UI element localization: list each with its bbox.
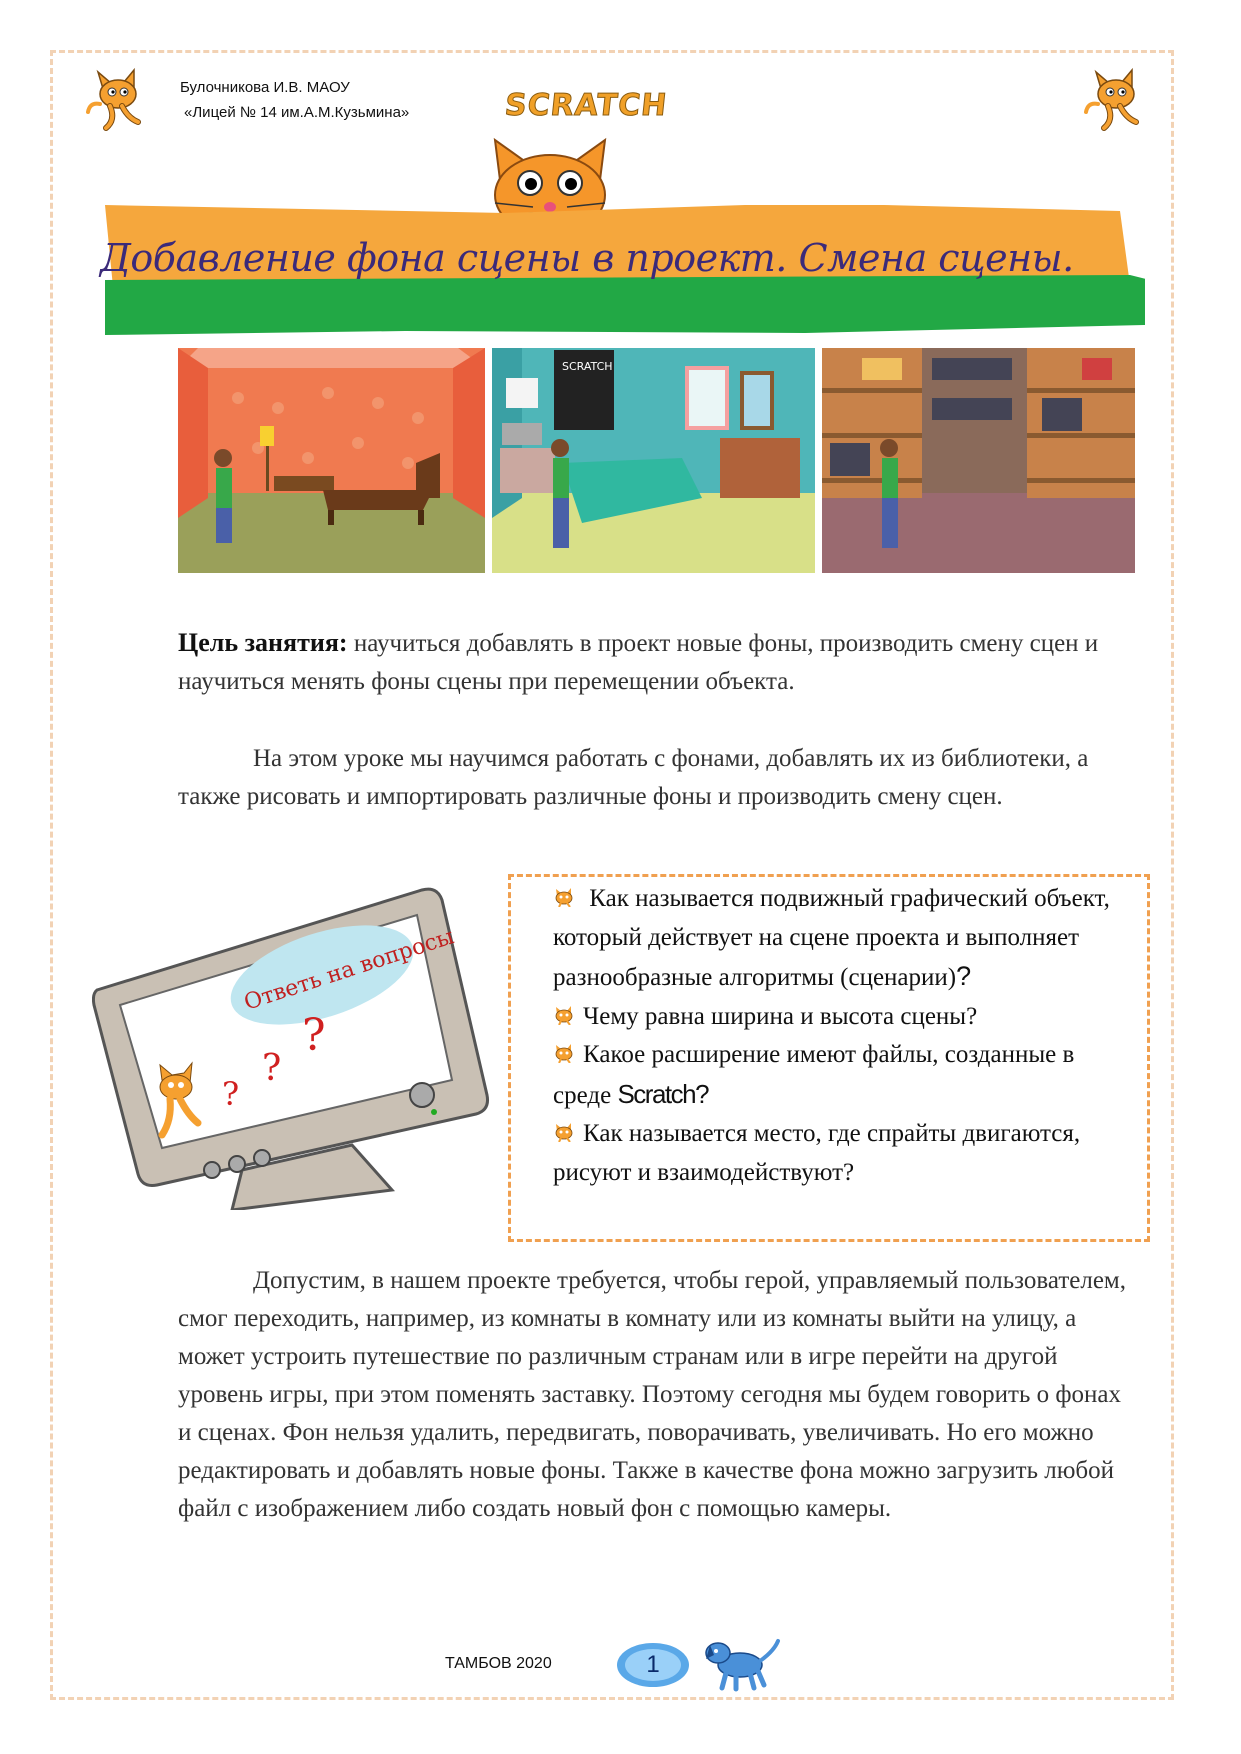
page-number-text: 1 bbox=[646, 1651, 660, 1678]
intro-paragraph: На этом уроке мы научимся работать с фонами, добавлять их из библиотеки, а также рисовать и импортировать различные фоны и производить смену сцен. bbox=[178, 745, 1089, 810]
lesson-goal bbox=[178, 624, 1128, 701]
svg-text:SCRATCH: SCRATCH bbox=[562, 360, 613, 373]
page-title: Добавление фона сцены в проект. Смена сцены. bbox=[100, 236, 1074, 280]
question-2: Чему равна ширина и высота сцены? bbox=[553, 998, 1138, 1037]
scene-living-room bbox=[178, 348, 485, 573]
cat-bullet-icon bbox=[553, 1122, 575, 1142]
scene-library bbox=[822, 348, 1135, 573]
scratch-logo bbox=[505, 88, 675, 124]
scratch-cat-icon-right bbox=[1080, 62, 1150, 132]
page-number bbox=[614, 1640, 692, 1690]
goal-text: научиться добавлять в проект новые фоны, производить смену сцен и научиться менять фоны сцены при перемещении объекта. bbox=[178, 630, 1099, 695]
svg-text:?: ? bbox=[222, 1075, 240, 1113]
monitor-illustration bbox=[92, 880, 492, 1210]
footer-city: ТАМБОВ 2020 bbox=[445, 1655, 552, 1672]
body-paragraph: Допустим, в нашем проекте требуется, чтобы герой, управляемый пользователем, смог переходить, например, из комнаты в комнату или из комнаты выйти на улицу, а может устроить путешествие по различным странам или в игре перейти на другой уровень игры, при этом поменять заставку. Поэтому сегодня мы будем говорить о фонах и сценах. Фон нельзя удалить, передвигать, поворачивать, увеличивать. Но его можно редактировать и добавлять новые фоны. Также в качестве фона можно загрузить любой файл с изображением либо создать новый фон с помощью камеры. bbox=[178, 1267, 1126, 1522]
question-4: Как называется место, где спрайты двигаются, рисуют и взаимодействуют? bbox=[553, 1120, 1081, 1186]
scene-bedroom bbox=[492, 348, 815, 573]
svg-text:?: ? bbox=[302, 1010, 326, 1061]
svg-text:?: ? bbox=[262, 1048, 282, 1089]
cat-bullet-icon bbox=[553, 887, 575, 907]
author-line-1: Булочникова И.В. МАОУ bbox=[180, 79, 350, 96]
questions-list bbox=[553, 880, 1138, 1192]
scratch-cat-icon-left bbox=[82, 62, 152, 132]
cat-bullet-icon bbox=[553, 1005, 575, 1025]
author-line-2: «Лицей № 14 им.А.М.Кузьмина» bbox=[184, 104, 410, 121]
cloud-text: Ответь на вопросы bbox=[241, 924, 458, 1016]
question-3: Какое расширение имеют файлы, созданные в среде Scratch? bbox=[553, 1041, 1075, 1109]
author-info bbox=[180, 75, 409, 125]
dog-icon bbox=[702, 1633, 782, 1693]
question-1: Как называется подвижный графический объект, который действует на сцене проекта и выполняет разнообразные алгоритмы (сценарии)? bbox=[553, 885, 1110, 991]
goal-label: Цель занятия: bbox=[178, 628, 348, 657]
cat-bullet-icon bbox=[553, 1043, 575, 1063]
scratch-logo-text: SCRATCH bbox=[503, 88, 670, 123]
